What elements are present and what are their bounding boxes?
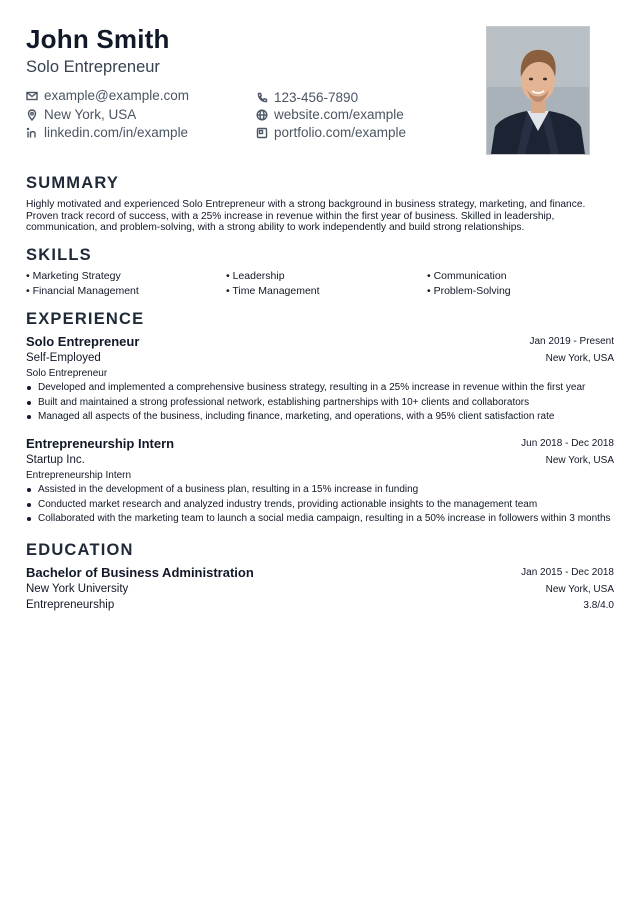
skill-item: • Marketing Strategy xyxy=(26,270,121,282)
job-bullet: Built and maintained a strong professional network, establishing partnerships with 10+ clients and collaborators xyxy=(26,397,529,408)
job-bullet: Developed and implemented a comprehensive business strategy, resulting in a 25% increase in revenue within the first year xyxy=(26,382,585,393)
contact-email[interactable] xyxy=(26,88,189,103)
phone-icon xyxy=(256,92,268,104)
job-dates: Jan 2019 - Present xyxy=(529,336,614,347)
location-pin-icon xyxy=(26,109,38,121)
gpa: 3.8/4.0 xyxy=(583,600,614,611)
candidate-title: Solo Entrepreneur xyxy=(26,58,160,76)
mail-icon xyxy=(26,90,38,102)
job-role: Solo Entrepreneur xyxy=(26,368,108,379)
contact-portfolio[interactable] xyxy=(256,125,406,140)
skill-item: • Financial Management xyxy=(26,285,139,297)
contact-linkedin[interactable] xyxy=(26,125,188,140)
job-company: Self-Employed xyxy=(26,352,101,364)
contact-linkedin-text: linkedin.com/in/example xyxy=(44,125,189,140)
education-heading: EDUCATION xyxy=(26,541,134,559)
school-location: New York, USA xyxy=(545,584,614,595)
education-dates: Jan 2015 - Dec 2018 xyxy=(521,567,614,578)
skill-item: • Leadership xyxy=(226,270,285,282)
degree-title: Bachelor of Business Administration xyxy=(26,565,254,580)
job-bullet: Assisted in the development of a business plan, resulting in a 15% increase in funding xyxy=(26,484,418,495)
job-role: Entrepreneurship Intern xyxy=(26,470,132,481)
skill-item: • Time Management xyxy=(226,285,320,297)
contact-email-text: example@example.com xyxy=(44,88,190,103)
contact-website-text: website.com/example xyxy=(274,107,404,122)
skill-item: • Problem-Solving xyxy=(427,285,511,297)
experience-heading: EXPERIENCE xyxy=(26,310,145,328)
job-location: New York, USA xyxy=(545,455,614,466)
contact-portfolio-text: portfolio.com/example xyxy=(274,125,407,140)
job-title: Entrepreneurship Intern xyxy=(26,436,175,451)
candidate-name: John Smith xyxy=(26,24,170,54)
globe-icon xyxy=(256,109,268,121)
job-company: Startup Inc. xyxy=(26,454,85,466)
major: Entrepreneurship xyxy=(26,599,115,611)
summary-heading: SUMMARY xyxy=(26,174,120,192)
profile-photo xyxy=(486,26,590,155)
skills-heading: SKILLS xyxy=(26,246,92,264)
job-bullet: Conducted market research and analyzed industry trends, providing actionable insights to the management team xyxy=(26,499,537,510)
contact-location-text: New York, USA xyxy=(44,107,137,122)
job-location: New York, USA xyxy=(545,353,614,364)
school-name: New York University xyxy=(26,583,129,595)
job-dates: Jun 2018 - Dec 2018 xyxy=(521,438,614,449)
job-bullet: Managed all aspects of the business, including finance, marketing, and operations, with a 95% client satisfaction rate xyxy=(26,411,554,422)
portfolio-icon xyxy=(256,127,268,139)
contact-website[interactable] xyxy=(256,107,404,122)
skill-item: • Communication xyxy=(427,270,507,282)
linkedin-icon xyxy=(26,127,38,139)
contact-phone-text: 123-456-7890 xyxy=(274,90,359,105)
job-title: Solo Entrepreneur xyxy=(26,334,140,349)
summary-text: Highly motivated and experienced Solo Entrepreneur with a strong background in business strategy, marketing, and finance. Proven track record of success, with a 25% increase in revenue within the first year of business. Skilled in leadership, communication, and problem-solving, with a strong ability to work independently and build strong relationships. xyxy=(26,199,586,234)
contact-phone[interactable] xyxy=(256,90,358,105)
job-bullet: Collaborated with the marketing team to launch a social media campaign, resulting in a 50% increase in followers within 3 months xyxy=(26,513,611,524)
contact-location xyxy=(26,107,136,122)
